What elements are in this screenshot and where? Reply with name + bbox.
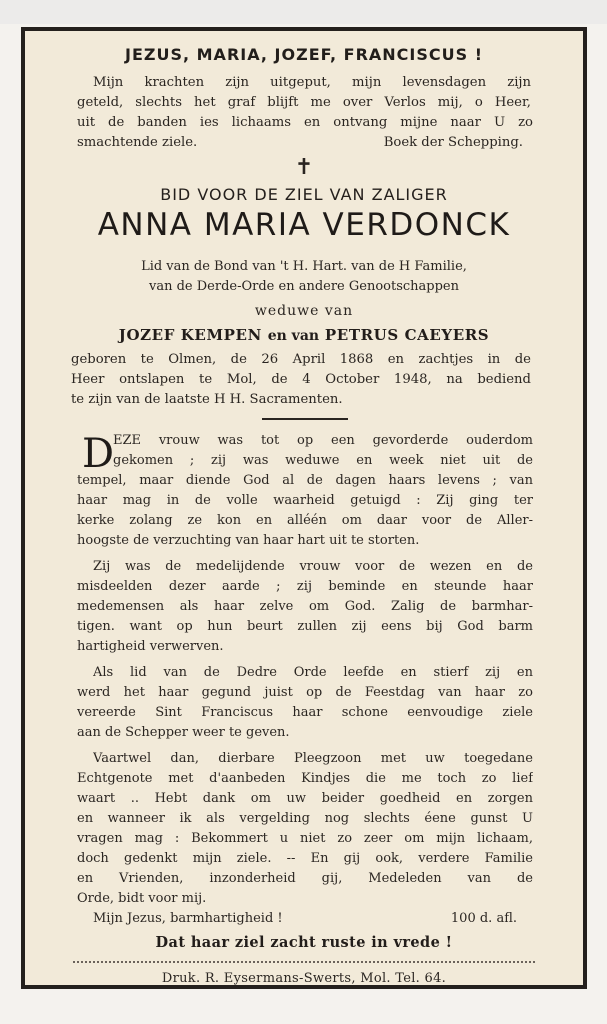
paragraph-line: Orde, bidt voor mij. xyxy=(77,891,207,906)
paragraph-line: gekomen ; zij was weduwe en week niet uit de xyxy=(113,453,533,468)
prayer-line: smachtende ziele. xyxy=(77,135,198,150)
membership-line: Lid van de Bond van 't H. Hart. van de H Familie, xyxy=(141,259,467,274)
printer-credit: Druk. R. Eysermans-Swerts, Mol. Tel. 64. xyxy=(161,971,447,986)
paragraph-line: doch gedenkt mijn ziele. -- En gij ook, verdere Familie xyxy=(77,851,533,866)
and-word: en van xyxy=(267,328,320,344)
paragraph-line: EZE vrouw was tot op een gevorderde ouderdom xyxy=(113,433,533,448)
prayer-source: Boek der Schepping. xyxy=(383,135,523,150)
bid-line: BID VOOR DE ZIEL VAN ZALIGER xyxy=(160,185,448,204)
cross-icon: ✝ xyxy=(294,155,314,180)
paragraph-line: Als lid van de Dedre Orde leefde en stierf zij en xyxy=(93,665,533,680)
paragraph-line: Echtgenote met d'aanbeden Kindjes die me toch zo lief xyxy=(77,771,533,786)
invocation-heading: JEZUS, MARIA, JOZEF, FRANCISCUS ! xyxy=(124,45,483,64)
closing-line: Dat haar ziel zacht ruste in vrede ! xyxy=(155,934,453,951)
memorial-card xyxy=(21,27,587,989)
paragraph-line: en Vrienden, inzonderheid gij, Medeleden van de xyxy=(77,871,533,886)
dotted-divider xyxy=(73,961,535,963)
spouse-1-name: JOZEF KEMPEN xyxy=(118,326,262,344)
membership-line: van de Derde-Orde en andere Genootschappen xyxy=(149,279,459,294)
paragraph-line: misdeelden dezer aarde ; zij beminde en steunde haar xyxy=(77,579,533,594)
paragraph-line: hartigheid verwerven. xyxy=(77,639,224,654)
bio-line: geboren te Olmen, de 26 April 1868 en zachtjes in de xyxy=(71,352,531,367)
paragraph-line: tempel, maar diende God al de dagen haars levens ; van xyxy=(77,473,533,488)
spouse-2-name: PETRUS CAEYERS xyxy=(324,326,490,344)
widow-of-line: weduwe van xyxy=(254,303,354,319)
paragraph-line: hoogste de verzuchting van haar hart uit te storten. xyxy=(77,533,420,548)
prayer-line: uit de banden ies lichaams en ontvang mijne naar U zo xyxy=(77,115,533,130)
paragraph-line: vereerde Sint Franciscus haar schone eenvoudige ziele xyxy=(77,705,533,720)
scan-background-strip xyxy=(0,0,607,24)
drop-cap: D xyxy=(82,431,115,477)
indulgence-prayer: Mijn Jezus, barmhartigheid ! xyxy=(93,911,283,926)
prayer-line: geteld, slechts het graf blijft me over Verlos mij, o Heer, xyxy=(77,95,531,110)
paragraph-line: tigen. want op hun beurt zullen zij eens bij God barm xyxy=(77,619,533,634)
paragraph-line: medemensen als haar zelve om God. Zalig de barmhar- xyxy=(77,599,533,614)
divider-rule xyxy=(262,418,348,420)
paragraph-line: Vaartwel dan, dierbare Pleegzoon met uw toegedane xyxy=(93,751,533,766)
spouses-line xyxy=(25,326,583,344)
paragraph-line: vragen mag : Bekommert u niet zo zeer om mijn lichaam, xyxy=(77,831,533,846)
paragraph-line: en wanneer ik als vergelding nog slechts éene gunst U xyxy=(77,811,533,826)
prayer-line: Mijn krachten zijn uitgeput, mijn levensdagen zijn xyxy=(93,75,531,90)
bio-line: te zijn van de laatste H H. Sacramenten. xyxy=(71,392,343,407)
deceased-name: ANNA MARIA VERDONCK xyxy=(97,207,511,243)
paragraph-line: haar mag in de volle waarheid getuigd : Zij ging ter xyxy=(77,493,533,508)
paragraph-line: kerke zolang ze kon en alléén om daar voor de Aller- xyxy=(77,513,533,528)
paragraph-line: werd het haar gegund juist op de Feestdag van haar zo xyxy=(77,685,533,700)
bio-line: Heer ontslapen te Mol, de 4 October 1948, na bediend xyxy=(71,372,531,387)
paragraph-line: waart .. Hebt dank om uw beider goedheid en zorgen xyxy=(77,791,533,806)
paragraph-line: aan de Schepper weer te geven. xyxy=(77,725,290,740)
indulgence-days: 100 d. afl. xyxy=(450,911,517,926)
paragraph-line: Zij was de medelijdende vrouw voor de wezen en de xyxy=(93,559,533,574)
